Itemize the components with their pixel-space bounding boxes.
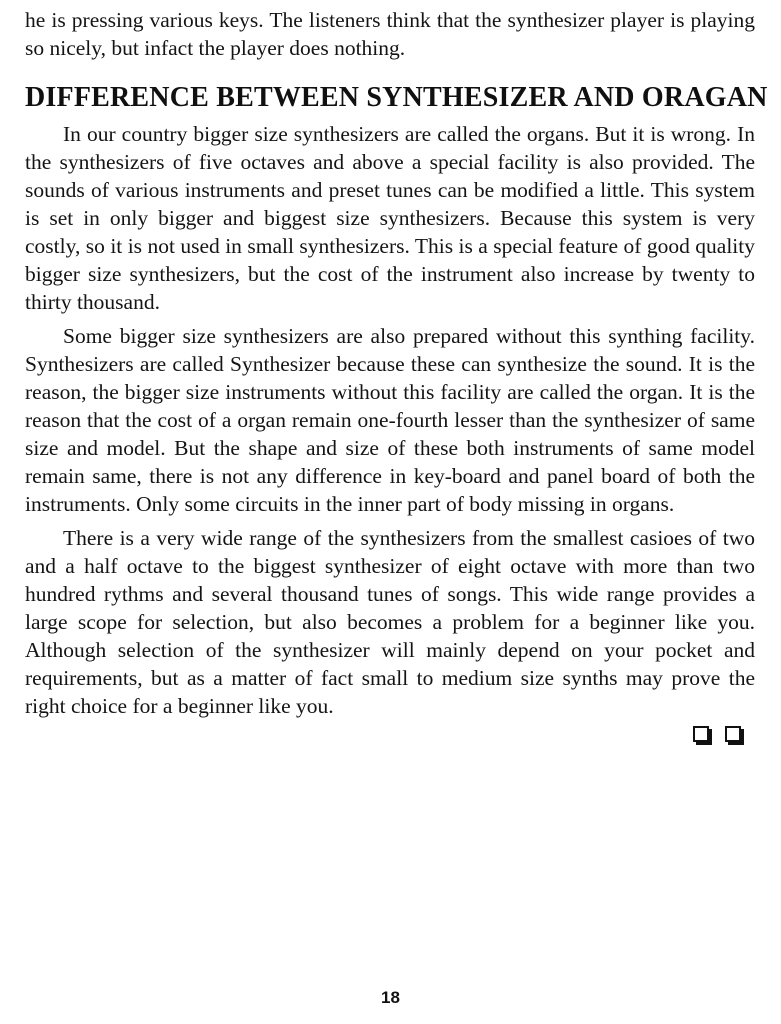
continuation-paragraph: he is pressing various keys. The listeners think that the synthesizer player is playing so nicely, but infact the player does nothing.: [25, 8, 755, 60]
end-of-chapter-marker: [25, 726, 741, 746]
shadowed-square-icon: [693, 726, 709, 742]
page-number: 18: [381, 988, 400, 1007]
shadowed-square-icon: [725, 726, 741, 742]
paragraph-1: In our country bigger size synthesizers are called the organs. But it is wrong. In the synthesizers of five octaves and above a special facility is also provided. The sounds of various instruments and preset tunes can be modified a little. This system is set in only bigger and biggest size synthesizers. Because this system is very costly, so it is not used in small synthesizers. This is a special feature of good quality bigger size synthesizers, but the cost of the instrument also increase by twenty to thirty thousand.: [25, 122, 755, 314]
section-heading: DIFFERENCE BETWEEN SYNTHESIZER AND ORAGAN: [25, 82, 768, 113]
paragraph-3: There is a very wide range of the synthesizers from the smallest casioes of two and a half octave to the biggest synthesizer of eight octave with more than two hundred rythms and several thousand tunes of songs. This wide range provides a large scope for selection, but also becomes a problem for a beginner like you. Although selection of the synthesizer will mainly depend on your pocket and requirements, but as a matter of fact small to medium size synths may prove the right choice for a beginner like you.: [25, 526, 755, 718]
paragraph-2: Some bigger size synthesizers are also prepared without this synthing facility. Synthesizers are called Synthesizer because these can synthesize the sound. It is the reason, the bigger size instruments without this facility are called the organ. It is the reason that the cost of a organ remain one-fourth lesser than the synthesizer of same size and model. But the shape and size of these both instruments of same model remain same, there is not any difference in key-board and panel board of both the instruments. Only some circuits in the inner part of body missing in organs.: [25, 324, 755, 516]
